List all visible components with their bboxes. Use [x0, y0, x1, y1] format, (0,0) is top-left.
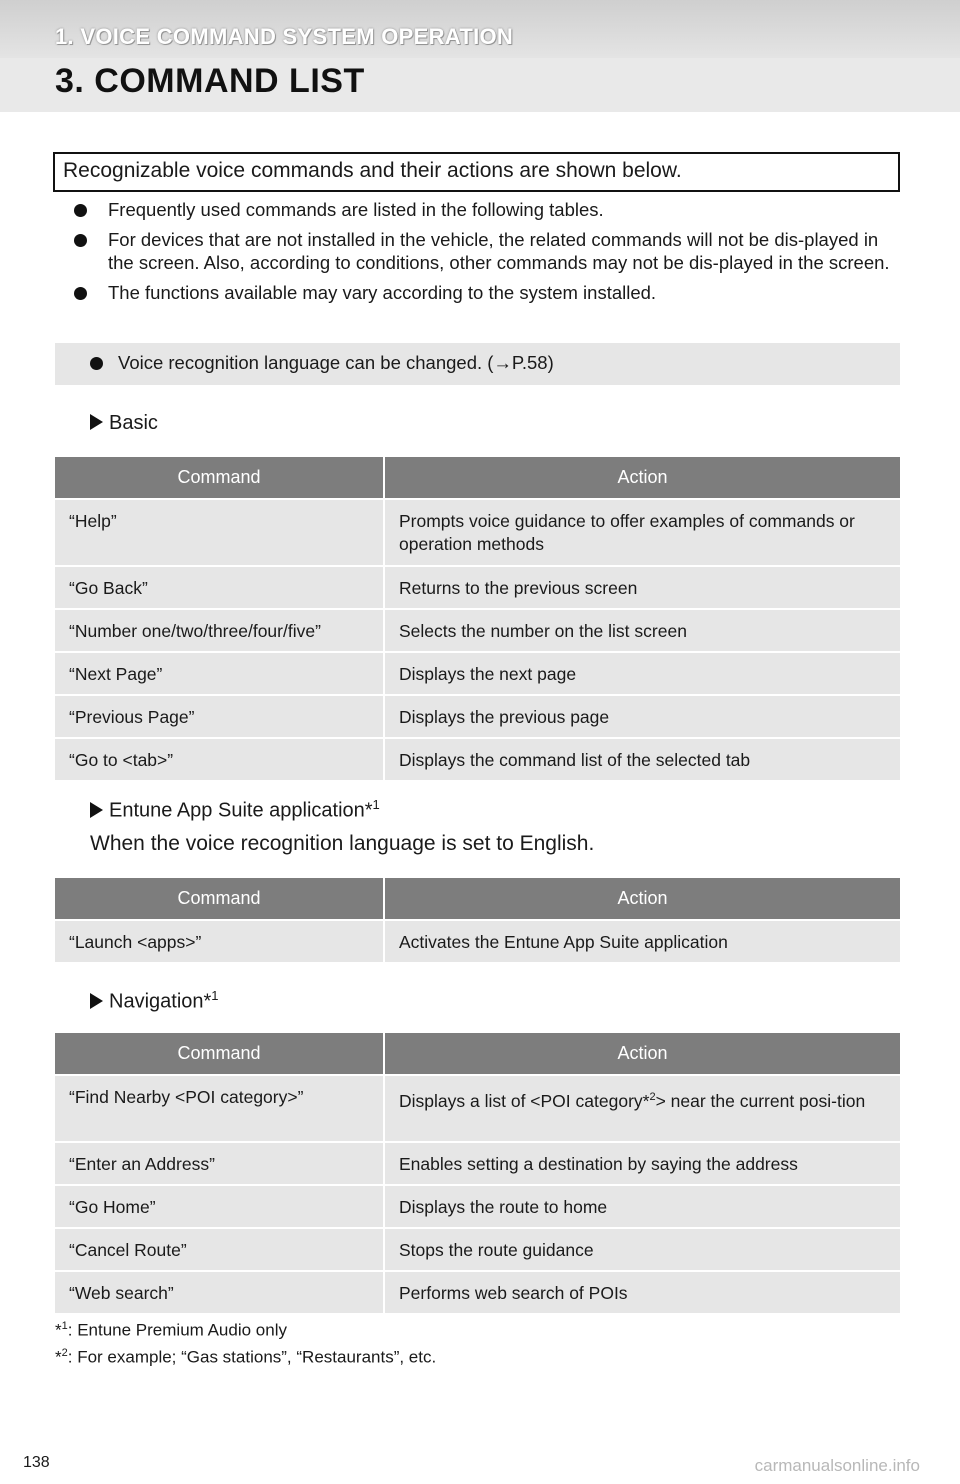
action-cell: [384, 1075, 900, 1142]
bullet-icon: [90, 357, 103, 370]
command-cell: “Enter an Address”: [55, 1142, 384, 1185]
entune-note: When the voice recognition language is set to English.: [90, 832, 595, 855]
footnote-text: : Entune Premium Audio only: [67, 1320, 287, 1340]
bullet-icon: [74, 234, 87, 247]
bullet-icon: [74, 204, 87, 217]
action-text: Displays a list of <POI category*: [399, 1090, 650, 1111]
triangle-icon: [90, 414, 103, 430]
table-row: [55, 1142, 900, 1185]
basic-heading-label: Basic: [109, 412, 158, 434]
entune-command-table: [55, 878, 900, 962]
watermark: carmanualsonline.info: [754, 1456, 920, 1475]
navigation-heading-label: Navigation*: [109, 990, 212, 1013]
column-header-command: Command: [55, 1033, 384, 1075]
footnote-mark: *: [55, 1320, 62, 1340]
table-row: [55, 1228, 900, 1271]
table-row: [55, 1271, 900, 1313]
bullet-text: The functions available may vary according to the system installed.: [108, 281, 657, 303]
page-title: 3. COMMAND LIST: [55, 62, 365, 100]
table-row: [55, 652, 900, 695]
action-cell: Enables setting a destination by saying the address: [384, 1142, 900, 1185]
action-cell: Prompts voice guidance to offer examples of commands or operation methods: [384, 499, 900, 566]
triangle-icon: [90, 802, 103, 818]
command-cell: “Go Back”: [55, 566, 384, 609]
action-cell: Displays the next page: [384, 652, 900, 695]
action-cell: Stops the route guidance: [384, 1228, 900, 1271]
footnote-marker: 2: [649, 1091, 656, 1103]
navigation-command-table: [55, 1033, 900, 1313]
command-cell: “Number one/two/three/four/five”: [55, 609, 384, 652]
bullet-list: [72, 198, 892, 310]
intro-box: [53, 152, 900, 192]
action-cell: Activates the Entune App Suite application: [384, 920, 900, 962]
command-cell: “Go to <tab>”: [55, 738, 384, 780]
command-cell: “Web search”: [55, 1271, 384, 1313]
table-row: [55, 920, 900, 962]
footnote-marker: 1: [211, 988, 219, 1003]
column-header-action: Action: [384, 457, 900, 499]
basic-heading: [90, 412, 158, 435]
table-row: [55, 499, 900, 566]
section-header: [0, 0, 960, 58]
column-header-action: Action: [384, 878, 900, 920]
footnote-marker: 1: [372, 797, 380, 812]
footnote-marker: 1: [61, 1320, 68, 1332]
footnote-marker: 2: [61, 1346, 68, 1359]
command-cell: “Next Page”: [55, 652, 384, 695]
section-title: 1. VOICE COMMAND SYSTEM OPERATION: [55, 24, 514, 49]
bullet-text: For devices that are not installed in the vehicle, the related commands will not be dis-played in the screen. Also, according to conditions, other commands may not be dis-played in the screen.: [108, 228, 890, 273]
intro-text: Recognizable voice commands and their actions are shown below.: [63, 159, 682, 182]
command-cell: “Find Nearby <POI category>”: [55, 1075, 384, 1142]
table-row: [55, 1075, 900, 1142]
table-row: [55, 738, 900, 780]
footnote: [55, 1315, 436, 1342]
column-header-command: Command: [55, 457, 384, 499]
bullet-icon: [74, 287, 87, 300]
command-cell: “Previous Page”: [55, 695, 384, 738]
bullet-text: Frequently used commands are listed in the following tables.: [108, 199, 604, 220]
triangle-icon: [90, 993, 103, 1009]
table-row: [55, 566, 900, 609]
footnote-text: : For example; “Gas stations”, “Restaurants”, etc.: [67, 1347, 437, 1367]
table-row: [55, 695, 900, 738]
column-header-command: Command: [55, 878, 384, 920]
action-cell: Returns to the previous screen: [384, 566, 900, 609]
note-box: [55, 343, 900, 385]
basic-command-table: [55, 457, 900, 780]
navigation-heading: [90, 988, 219, 1014]
page-number: 138: [23, 1454, 50, 1471]
command-cell: “Launch <apps>”: [55, 920, 384, 962]
command-cell: “Help”: [55, 499, 384, 566]
footnote-mark: *: [55, 1347, 62, 1367]
action-cell: Displays the command list of the selected tab: [384, 738, 900, 780]
action-cell: Displays the previous page: [384, 695, 900, 738]
note-text: Voice recognition language can be changed. (→P.58): [118, 352, 554, 373]
action-cell: Displays the route to home: [384, 1185, 900, 1228]
command-cell: “Go Home”: [55, 1185, 384, 1228]
table-row: [55, 1185, 900, 1228]
footnote: [55, 1342, 436, 1369]
footnotes: [55, 1315, 436, 1368]
bullet-item: [72, 228, 892, 275]
action-cell: Performs web search of POIs: [384, 1271, 900, 1313]
bullet-item: [72, 281, 892, 305]
command-cell: “Cancel Route”: [55, 1228, 384, 1271]
action-cell: Selects the number on the list screen: [384, 609, 900, 652]
table-row: [55, 609, 900, 652]
entune-heading: [90, 797, 380, 823]
entune-heading-label: Entune App Suite application*: [109, 799, 373, 822]
bullet-item: [72, 198, 892, 222]
column-header-action: Action: [384, 1033, 900, 1075]
action-text: > near the current posi-tion: [655, 1090, 866, 1111]
